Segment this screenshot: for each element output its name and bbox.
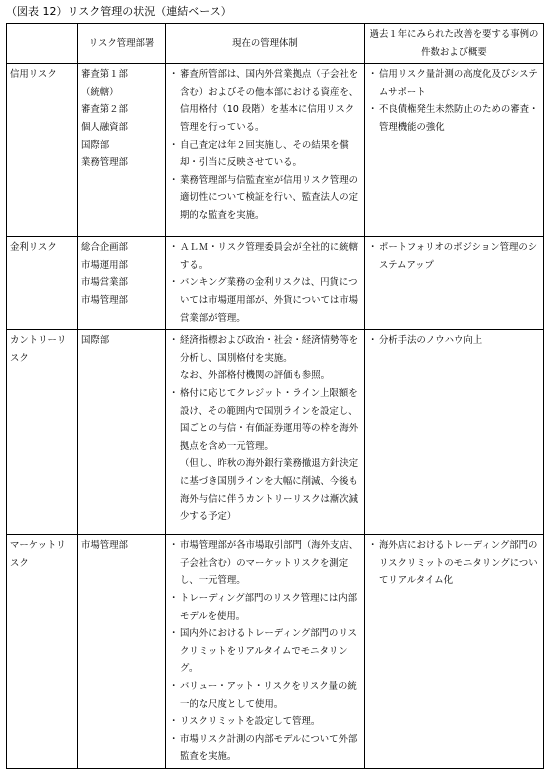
bullet-marker: ・ xyxy=(169,242,179,254)
bullet-text: 業務管理部与信監査室が信用リスク管理の適切性について検証を行い、監査法人の定期的な監査を実施。 xyxy=(180,174,358,221)
department-item: 市場運用部 xyxy=(81,259,128,271)
bullet-marker: ・ xyxy=(368,104,378,116)
bullet-text: 国内外におけるトレーディング部門のリスクリミットをリアルタイムでモニタリング。 xyxy=(180,628,357,675)
department-item: （統轄） xyxy=(81,86,119,98)
bullet-marker: ・ xyxy=(169,69,179,81)
bullet-item xyxy=(169,537,361,590)
bullet-item xyxy=(368,239,540,274)
department-item: 市場営業部 xyxy=(81,277,128,289)
department-cell xyxy=(78,330,166,535)
bullet-marker: ・ xyxy=(169,139,179,151)
risk-type-cell: マーケットリスク xyxy=(7,535,78,769)
department-item: 国際部 xyxy=(81,139,110,151)
bullet-text: ＡＬＭ・リスク管理委員会が全社的に統轄する。 xyxy=(180,242,358,271)
bullet-text: 海外店におけるトレーディング部門のリスクリミットのモニタリングについてリアルタイム化 xyxy=(379,540,538,587)
bullet-marker: ・ xyxy=(169,680,179,692)
bullet-text: ポートフォリオのポジション管理のシステムアップ xyxy=(379,242,538,271)
table-row xyxy=(7,64,544,237)
bullet-item xyxy=(169,137,361,172)
bullet-item xyxy=(169,590,361,625)
bullet-item xyxy=(368,537,540,590)
header-risk-type xyxy=(7,24,78,64)
department-item: 市場管理部 xyxy=(81,294,128,306)
improvement-cell xyxy=(365,237,544,330)
bullet-marker: ・ xyxy=(368,540,378,552)
bullet-item xyxy=(368,101,540,136)
bullet-item xyxy=(169,625,361,678)
improvement-cell xyxy=(365,535,544,769)
bullet-text: バリュー・アット・リスクをリスク量の統一的な尺度として使用。 xyxy=(180,680,357,710)
bullet-item xyxy=(169,731,361,766)
bullet-item xyxy=(169,172,361,225)
risk-type-cell: カントリーリスク xyxy=(7,330,78,535)
bullet-marker: ・ xyxy=(169,716,179,728)
header-department: リスク管理部署 xyxy=(78,24,166,64)
improvement-cell xyxy=(365,64,544,237)
bullet-item xyxy=(169,274,361,327)
bullet-marker: ・ xyxy=(368,242,378,254)
department-item: 審査第１部 xyxy=(81,69,128,81)
bullet-item xyxy=(169,385,361,455)
bullet-text: バンキング業務の金利リスクは、円貨については市場運用部が、外貨については市場営業部が管理。 xyxy=(180,277,358,324)
note-item: なお、外部格付機関の評価も参照。 xyxy=(180,370,331,382)
bullet-marker: ・ xyxy=(368,335,378,347)
bullet-item xyxy=(169,678,361,713)
bullet-marker: ・ xyxy=(169,733,179,745)
table-row xyxy=(7,535,544,769)
bullet-marker: ・ xyxy=(368,69,378,81)
department-item: 市場管理部 xyxy=(81,540,128,552)
risk-type-cell: 金利リスク xyxy=(7,237,78,330)
table-caption: （図表 12）リスク管理の状況（連結ベース） xyxy=(6,5,232,18)
bullet-marker: ・ xyxy=(169,277,179,289)
bullet-marker: ・ xyxy=(169,387,179,399)
department-cell xyxy=(78,237,166,330)
current-system-cell xyxy=(166,330,365,535)
bullet-item xyxy=(368,66,540,101)
bullet-item xyxy=(169,713,361,731)
department-item: 審査第２部 xyxy=(81,104,128,116)
bullet-text: 自己査定は年２回実施し、その結果を償却・引当に反映させている。 xyxy=(180,139,349,169)
bullet-text: 市場リスク計測の内部モデルについて外部監査を実施。 xyxy=(180,733,358,763)
current-system-cell xyxy=(166,64,365,237)
bullet-text: リスクリミットを設定して管理。 xyxy=(180,716,321,728)
department-cell xyxy=(78,64,166,237)
bullet-marker: ・ xyxy=(169,592,179,604)
table-row xyxy=(7,237,544,330)
current-system-cell xyxy=(166,237,365,330)
bullet-text: 格付に応じてクレジット・ライン上限額を設け、その範囲内で国別ラインを設定し、国ごとの与信・有価証券運用等の枠を海外拠点を含め一元管理。 xyxy=(180,387,359,452)
bullet-item xyxy=(169,66,361,136)
bullet-item xyxy=(368,332,540,350)
header-current-system: 現在の管理体制 xyxy=(166,24,365,64)
bullet-marker: ・ xyxy=(169,628,179,640)
bullet-text: 審査所管部は、国内外営業拠点（子会社を含む）およびその他本部における資産を、信用格付（10 段階）を基本に信用リスク管理を行っている。 xyxy=(180,69,359,133)
bullet-marker: ・ xyxy=(169,335,179,347)
bullet-item xyxy=(169,332,361,367)
risk-type-cell: 信用リスク xyxy=(7,64,78,237)
department-item: 国際部 xyxy=(81,335,110,347)
bullet-item xyxy=(169,239,361,274)
bullet-text: 不良債権発生未然防止のための審査・管理機能の強化 xyxy=(379,104,539,133)
bullet-marker: ・ xyxy=(169,540,179,552)
department-item: 総合企画部 xyxy=(81,242,128,254)
header-improvement-cases: 過去１年にみられた改善を要する事例の件数および概要 xyxy=(365,24,544,64)
header-row xyxy=(7,24,544,64)
note-item: （但し、昨秋の海外銀行業務撤退方針決定に基づき国別ラインを大幅に削減、今後も海外与信に伴うカントリーリスクは漸次減少する予定） xyxy=(180,458,359,523)
improvement-cell xyxy=(365,330,544,535)
bullet-marker: ・ xyxy=(169,174,179,186)
bullet-text: トレーディング部門のリスク管理には内部モデルを使用。 xyxy=(180,592,357,622)
department-item: 業務管理部 xyxy=(81,157,128,169)
bullet-text: 経済指標および政治・社会・経済情勢等を分析し、国別格付を実施。 xyxy=(180,335,359,364)
bullet-text: 信用リスク量計測の高度化及びシステムサポート xyxy=(379,69,538,98)
bullet-text: 市場管理部が各市場取引部門（海外支店、子会社含む）のマーケットリスクを測定し、一元管理。 xyxy=(180,540,359,587)
department-cell xyxy=(78,535,166,769)
table-row xyxy=(7,330,544,535)
department-item: 個人融資部 xyxy=(81,121,128,133)
bullet-text: 分析手法のノウハウ向上 xyxy=(379,335,483,347)
current-system-cell xyxy=(166,535,365,769)
risk-management-table xyxy=(6,23,544,769)
